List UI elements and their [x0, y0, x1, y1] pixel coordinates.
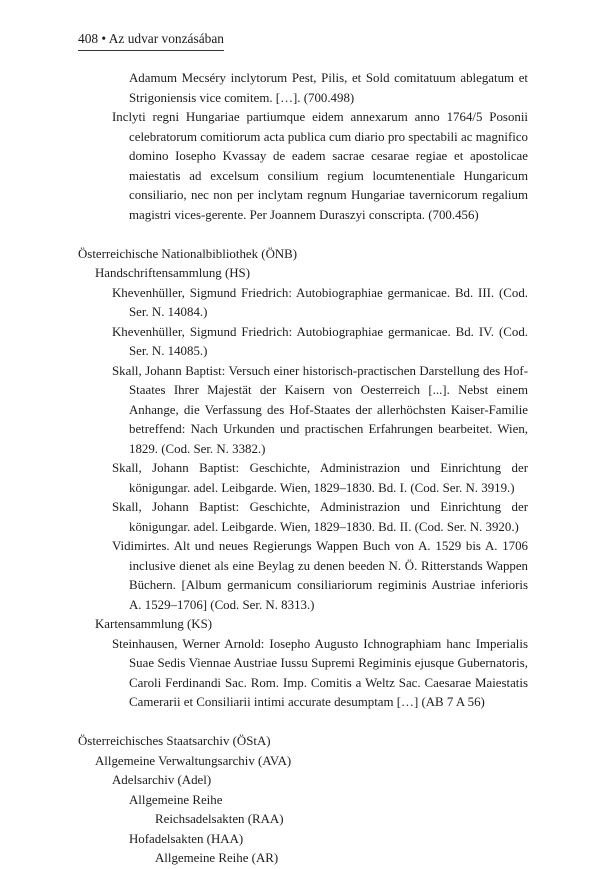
collection-heading-ks: Kartensammlung (KS) [95, 617, 213, 631]
series-heading-allgemeine-reihe: Allgemeine Reihe [129, 792, 223, 807]
archive-heading-onb: Österreichische Nationalbibliothek (ÖNB) [78, 246, 298, 261]
series-heading-adel: Adelsarchiv (Adel) [112, 773, 212, 787]
section-gap [78, 713, 528, 733]
series-heading-raa: Reichsadelsakten (RAA) [155, 812, 284, 826]
bib-entry: Skall, Johann Baptist: Geschichte, Administrazion und Einrichtung der königungar. adel. Leibgarde. Wien, 1829–1830. Bd. I. (Cod. Ser. N. 3919.) [112, 461, 528, 495]
collection-heading-hs: Handschriftensammlung (HS) [95, 266, 251, 280]
bib-entry-continuation: Adamum Mecséry inclytorum Pest, Pilis, et Sold comitatuum ablegatum et Strigoniensis vice comitem. […]. (700.498) [129, 71, 528, 105]
series-heading-haa: Hofadelsakten (HAA) [129, 831, 244, 846]
series-heading-ava: Allgemeine Verwaltungsarchiv (AVA) [95, 753, 292, 768]
bib-entry: Khevenhüller, Sigmund Friedrich: Autobiographiae germanicae. Bd. III. (Cod. Ser. N. 14084.) [112, 285, 528, 319]
bib-entry: Khevenhüller, Sigmund Friedrich: Autobiographiae germanicae. Bd. IV. (Cod. Ser. N. 14085.) [112, 324, 528, 358]
section-gap [78, 225, 528, 245]
bib-entry: Skall, Johann Baptist: Versuch einer historisch-practischen Darstellung des Hof-Staates Ihrer Majestät der Kaisern von Oesterreich [...]. Nebst einem Anhange, die Verfassung des Hof-Staates der allerhöchsten Kaiser-Familie betreffend: Nach Urkunden und practischen Erfahrungen bearbeitet. Wien, 1829. (Cod. Ser. N. 3382.) [112, 363, 528, 456]
bib-entry: Vidimirtes. Alt und neues Regierungs Wappen Buch von A. 1529 bis A. 1706 inclusive dienet als eine Beylag zu denen beeden N. Ö. Ritterstands Wappen Büchern. [Album germanicum consiliariorum regiminis Austriae inferioris A. 1529–1706] (Cod. Ser. N. 8313.) [112, 539, 528, 612]
bib-entry: Skall, Johann Baptist: Geschichte, Administrazion und Einrichtung der königungar. adel. Leibgarde. Wien, 1829–1830. Bd. II. (Cod. Ser. N. 3920.) [112, 500, 528, 534]
running-head: 408 • Az udvar vonzásában [78, 31, 224, 51]
archive-heading-osta: Österreichisches Staatsarchiv (ÖStA) [78, 734, 271, 748]
bibliography-body [78, 69, 528, 869]
bib-entry: Steinhausen, Werner Arnold: Iosepho Augusto Ichnographiam hanc Imperialis Suae Sedis Viennae Austriae Iussu Supremi Regiminis ejusque Gubernatoris, Caroli Ferdinandi Sac. Rom. Imp. Comitis a Weltz Sac. Caesarae Maiestatis Camerarii et Consiliarii intimi accurate desumptam […] (AB 7 A 56) [112, 636, 528, 709]
series-heading-ar: Allgemeine Reihe (AR) [155, 851, 279, 865]
bib-entry: Inclyti regni Hungariae partiumque eidem annexarum anno 1764/5 Posonii celebratorum comitiorum acta publica cum diario pro spectabili ac magnifico domino Iosepho Kvassay de eadem sacrae cesarae regiae et apostolicae maiestatis ad excelsum consilium regium locumtenentiale Hungaricum consiliario, nec non per inclytam regnum Hungariae tavernicorum regalium magistri vices-gerente. Per Joannem Duraszyi conscripta. (700.456) [112, 110, 528, 222]
